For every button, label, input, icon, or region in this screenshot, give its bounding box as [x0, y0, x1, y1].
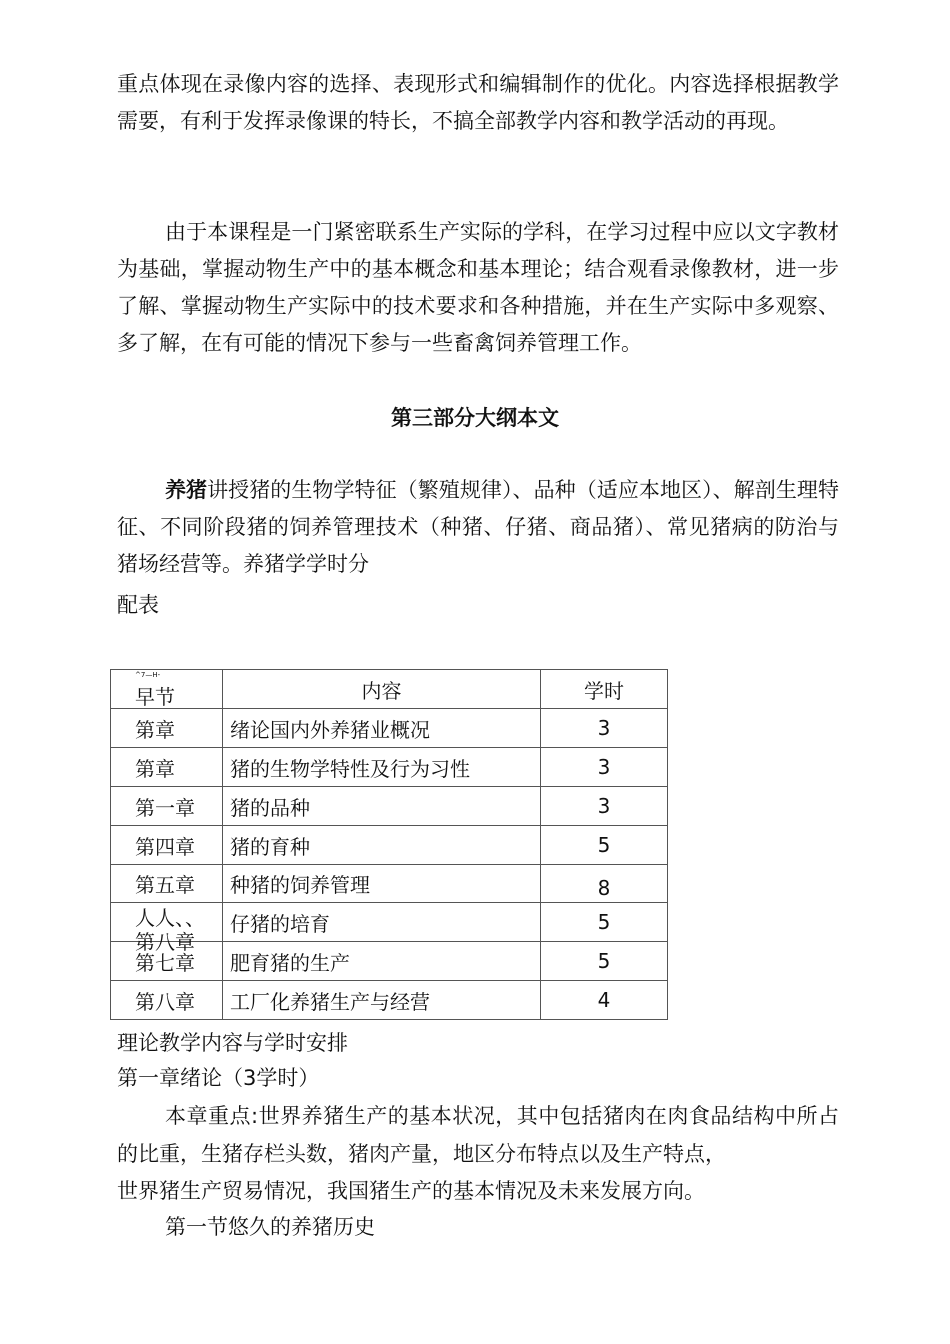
intro-line-continued: 配表 [117, 593, 159, 617]
table-row [111, 709, 668, 748]
row-hours: 4 [541, 981, 668, 1020]
row-hours: 3 [541, 787, 668, 826]
row-content: 猪的育种 [223, 826, 541, 865]
header-chapter-label: 早节 [135, 684, 175, 709]
row-chapter: 第四章 [111, 826, 223, 865]
row-hours: 3 [541, 748, 668, 787]
row-chapter: 第八章 [111, 981, 223, 1020]
row-hours: 5 [541, 903, 668, 942]
chapter1-focus: 本章重点:世界养猪生产的基本状况，其中包括猪肉在肉食品结构中所占的比重，生猪存栏头数，猪肉产量，地区分布特点以及生产特点， [117, 1104, 839, 1166]
table-caption: 理论教学内容与学时安排 [117, 1031, 348, 1055]
row-hours: 5 [541, 942, 668, 981]
header-chapter [111, 670, 223, 709]
row-content: 仔猪的培育 [223, 903, 541, 942]
table-row [111, 903, 668, 942]
paragraph-course-method: 由于本课程是一门紧密联系生产实际的学科，在学习过程中应以文字教材为基础，掌握动物生产中的基本概念和基本理论；结合观看录像教材，进一步了解、掌握动物生产实际中的技术要求和各种措施，并在生产实际中多观察、多了解，在有可能的情况下参与一些畜禽饲养管理工作。 [117, 220, 839, 355]
section-heading: 第三部分大纲本文 [391, 406, 559, 430]
table-row [111, 748, 668, 787]
row-chapter: 第五章 [111, 865, 223, 903]
row-hours: 3 [541, 709, 668, 748]
section1-title: 第一节悠久的养猪历史 [165, 1215, 375, 1239]
intro-text: 讲授猪的生物学特征（繁殖规律）、品种（适应本地区）、解剖生理特征、不同阶段猪的饲养管理技术（种猪、仔猪、商品猪）、常见猪病的防治与猪场经营等。养猪学学时分 [117, 478, 839, 576]
bold-term-pig-raising: 养猪 [165, 478, 208, 502]
chapter1-focus-continued: 世界猪生产贸易情况，我国猪生产的基本情况及未来发展方向。 [117, 1179, 705, 1203]
table-row [111, 865, 668, 903]
row-content: 工厂化养猪生产与经营 [223, 981, 541, 1020]
row-chapter [111, 903, 223, 954]
header-chapter-artifact: ^7—H- [135, 671, 161, 679]
row-chapter: 第一章 [111, 787, 223, 826]
paragraph-intro-video: 重点体现在录像内容的选择、表现形式和编辑制作的优化。内容选择根据教学需要，有利于发挥录像课的特长，不搞全部教学内容和教学活动的再现。 [117, 72, 839, 133]
table-row [111, 981, 668, 1020]
row-content: 肥育猪的生产 [223, 942, 541, 981]
row-chapter: 第七章 [111, 942, 223, 981]
chapter1-title: 第一章绪论（3学时） [117, 1066, 320, 1090]
row-chapter: 第章 [111, 709, 223, 748]
row-content: 绪论国内外养猪业概况 [223, 709, 541, 748]
paragraph-pig-course-intro [117, 472, 839, 583]
row-content: 猪的品种 [223, 787, 541, 826]
table-row [111, 826, 668, 865]
header-content: 内容 [223, 670, 541, 709]
row-chapter: 第章 [111, 748, 223, 787]
table-header-row [111, 670, 668, 709]
row-hours: 8 [541, 865, 668, 903]
row-content: 种猪的饲养管理 [223, 865, 541, 903]
header-hours: 学时 [541, 670, 668, 709]
row-chapter-garbled: 人人、、第八章 [135, 906, 205, 954]
row-hours: 5 [541, 826, 668, 865]
row-content: 猪的生物学特性及行为习性 [223, 748, 541, 787]
table-row [111, 787, 668, 826]
table-row [111, 942, 668, 981]
hours-table [110, 669, 668, 1020]
